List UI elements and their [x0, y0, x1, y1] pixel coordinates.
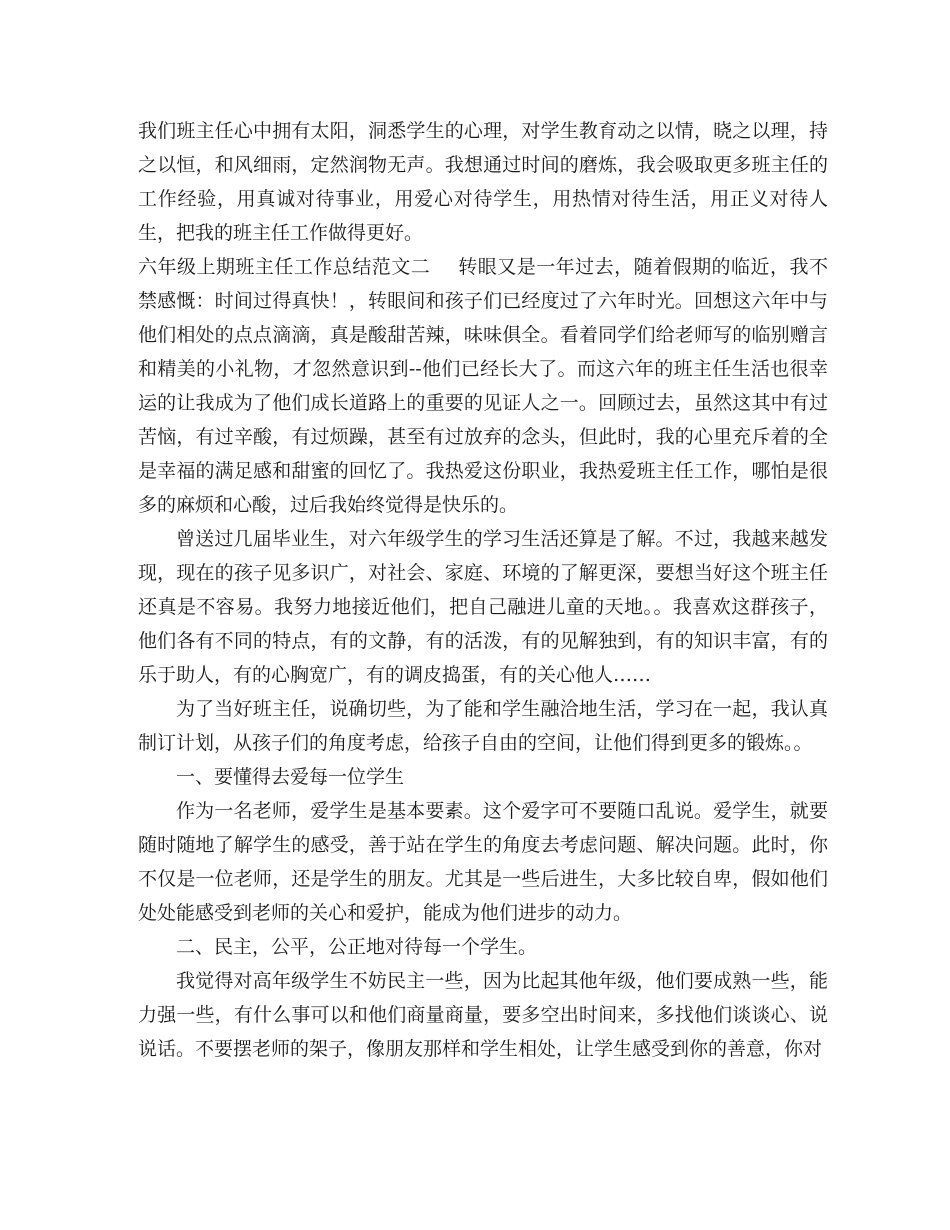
paragraph-section-start [138, 250, 828, 522]
paragraph-intro: 我们班主任心中拥有太阳，洞悉学生的心理，对学生教育动之以情，晓之以理，持之以恒，和风细雨，定然润物无声。我想通过时间的磨炼，我会吸取更多班主任的工作经验，用真诚对待事业，用爱心对待学生，用热情对待生活，用正义对待人生，把我的班主任工作做得更好。 [138, 120, 828, 244]
heading-two: 二、民主，公平，公正地对待每一个学生。 [176, 936, 538, 958]
paragraph-democracy: 我觉得对高年级学生不妨民主一些，因为比起其他年级，他们要成熟一些，能力强一些，有什么事可以和他们商量商量，要多空出时间来，多找他们谈谈心、说说话。不要摆老师的架子，像朋友那样和学生相处，让学生感受到你的善意，你对 [138, 970, 828, 1060]
document-page [138, 114, 828, 1066]
section-title: 六年级上期班主任工作总结范文二 [138, 256, 431, 278]
section-body-text: 转眼又是一年过去，随着假期的临近，我不禁感慨：时间过得真快！，转眼间和孩子们已经度过了六年时光。回想这六年中与他们相处的点点滴滴，真是酸甜苦辣，味味俱全。看着同学们给老师写的临别赠言和精美的小礼物，才忽然意识到--他们已经长大了。而这六年的班主任生活也很幸运的让我成为了他们成长道路上的重要的见证人之一。回顾过去，虽然这其中有过苦恼，有过辛酸，有过烦躁，甚至有过放弃的念头，但此时，我的心里充斥着的全是幸福的满足感和甜蜜的回忆了。我热爱这份职业，我热爱班主任工作，哪怕是很多的麻烦和心酸，过后我始终觉得是快乐的。 [138, 256, 828, 516]
paragraph-love: 作为一名老师，爱学生是基本要素。这个爱字可不要随口乱说。爱学生，就要随时随地了解学生的感受，善于站在学生的角度去考虑问题、解决问题。此时，你不仅是一位老师，还是学生的朋友。尤其是一些后进生，大多比较自卑，假如他们处处能感受到老师的关心和爱护，能成为他们进步的动力。 [138, 800, 828, 924]
heading-one: 一、要懂得去爱每一位学生 [176, 766, 405, 788]
paragraph-plan: 为了当好班主任，说确切些，为了能和学生融洽地生活，学习在一起，我认真制订计划，从孩子们的角度考虑，给孩子自由的空间，让他们得到更多的锻炼。。 [138, 698, 828, 754]
paragraph-graduates: 曾送过几届毕业生，对六年级学生的学习生活还算是了解。不过，我越来越发现，现在的孩子见多识广，对社会、家庭、环境的了解更深，要想当好这个班主任还真是不容易。我努力地接近他们，把自己融进儿童的天地。。我喜欢这群孩子，他们各有不同的特点，有的文静，有的活泼，有的见解独到，有的知识丰富，有的乐于助人，有的心胸宽广，有的调皮捣蛋，有的关心他人…… [138, 528, 828, 686]
